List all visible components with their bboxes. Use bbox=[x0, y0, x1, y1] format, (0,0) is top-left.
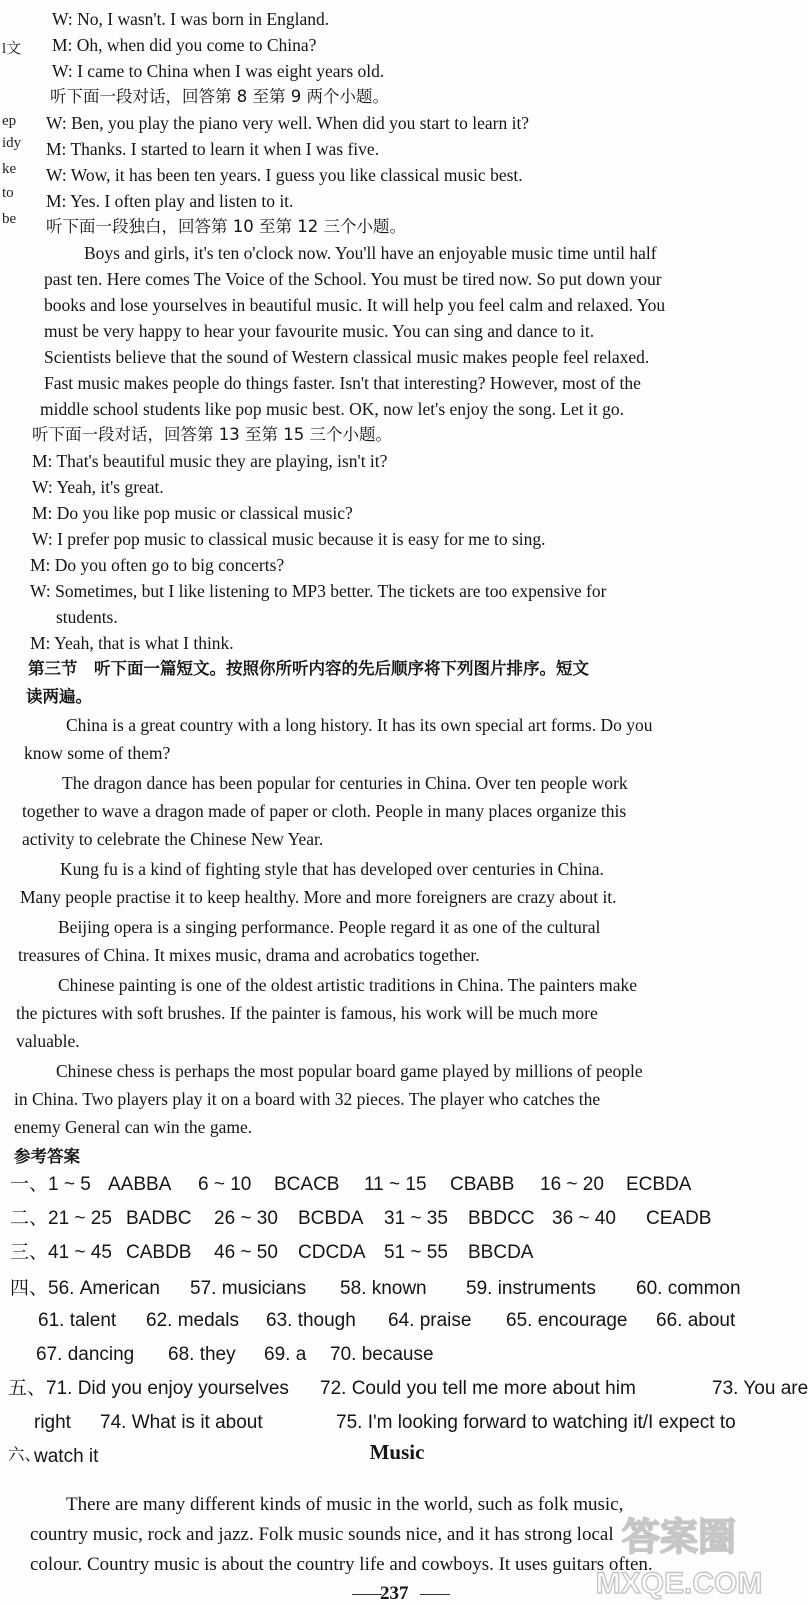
text-line: know some of them? bbox=[24, 743, 171, 763]
answer-item: 59. instruments bbox=[466, 1278, 596, 1299]
answer-item: 36 ~ 40 bbox=[552, 1208, 616, 1229]
answer-item: CABDB bbox=[126, 1242, 192, 1263]
answer-item: CEADB bbox=[646, 1208, 712, 1229]
answer-item: 69. a bbox=[264, 1344, 307, 1365]
answer-row bbox=[10, 1238, 552, 1268]
answer-item: 一、1 ~ 5 bbox=[10, 1174, 91, 1195]
answer-item: BBDCC bbox=[468, 1208, 535, 1229]
text-line: treasures of China. It mixes music, drama and acrobatics together. bbox=[18, 945, 480, 965]
text-line: M: Do you like pop music or classical music? bbox=[32, 503, 353, 523]
answer-row bbox=[10, 1204, 726, 1234]
answer-item: 6 ~ 10 bbox=[198, 1174, 252, 1195]
answer-item: 五、71. Did you enjoy yourselves bbox=[8, 1378, 289, 1399]
answer-item: BADBC bbox=[126, 1208, 192, 1229]
answer-row bbox=[10, 1274, 746, 1304]
text-line: China is a great country with a long history. It has its own special art forms. Do you bbox=[66, 715, 653, 735]
answer-item: 58. known bbox=[340, 1278, 427, 1299]
text-line: Fast music makes people do things faster. Isn't that interesting? However, most of the bbox=[44, 373, 641, 393]
text-line: W: Wow, it has been ten years. I guess you like classical music best. bbox=[46, 165, 523, 185]
text-line: M: That's beautiful music they are playing, isn't it? bbox=[32, 451, 388, 471]
answer-item: 16 ~ 20 bbox=[540, 1174, 604, 1195]
answer-item: 11 ~ 15 bbox=[364, 1174, 427, 1195]
essay-line: colour. Country music is about the country life and cowboys. It uses guitars often. bbox=[30, 1554, 653, 1575]
footer-rule-right bbox=[420, 1594, 450, 1595]
answer-item: 二、21 ~ 25 bbox=[10, 1208, 112, 1229]
margin-fragment: ke bbox=[2, 161, 17, 177]
answer-item: CDCDA bbox=[298, 1242, 366, 1263]
answer-item: 64. praise bbox=[388, 1310, 472, 1331]
margin-fragment: to bbox=[2, 185, 14, 201]
footer-rule-left bbox=[352, 1594, 382, 1595]
answer-item: 74. What is it about bbox=[100, 1412, 263, 1433]
text-line: W: Ben, you play the piano very well. When did you start to learn it? bbox=[46, 113, 530, 133]
answer-item: 四、56. American bbox=[10, 1278, 160, 1299]
text-line: enemy General can win the game. bbox=[14, 1117, 253, 1137]
margin-fragment: ep bbox=[2, 113, 17, 129]
answer-item: BBCDA bbox=[468, 1242, 534, 1263]
text-line: The dragon dance has been popular for centuries in China. Over ten people work bbox=[62, 773, 628, 793]
text-line: Many people practise it to keep healthy. More and more foreigners are crazy about it. bbox=[20, 887, 617, 907]
watermark-top-text: 答案圈 bbox=[621, 1515, 737, 1559]
page-number: 237 bbox=[380, 1583, 409, 1604]
watermark-logo bbox=[574, 1505, 784, 1600]
text-line: Kung fu is a kind of fighting style that has developed over centuries in China. bbox=[60, 859, 604, 879]
answer-row bbox=[10, 1170, 706, 1200]
text-line: Beijing opera is a singing performance. People regard it as one of the cultural bbox=[58, 917, 601, 937]
answer-item: 66. about bbox=[656, 1310, 736, 1331]
section-heading: 第三节 听下面一篇短文。按照你所听内容的先后顺序将下列图片排序。短文 bbox=[28, 659, 589, 678]
answer-item: BCACB bbox=[274, 1174, 340, 1195]
text-line: Scientists believe that the sound of Western classical music makes people feel relaxed. bbox=[44, 347, 650, 367]
margin-fragment: be bbox=[2, 211, 17, 227]
text-line: books and lose yourselves in beautiful music. It will help you feel calm and relaxed. You bbox=[44, 295, 666, 315]
section-six-label: 六、 bbox=[8, 1445, 41, 1464]
answer-item: CBABB bbox=[450, 1174, 515, 1195]
answer-item: 51 ~ 55 bbox=[384, 1242, 448, 1263]
section-heading: 听下面一段对话，回答第 8 至第 9 两个小题。 bbox=[50, 87, 389, 106]
watermark-bottom-text: MXQE.COM bbox=[595, 1567, 763, 1600]
margin-fragment: idy bbox=[2, 135, 22, 151]
text-line: W: No, I wasn't. I was born in England. bbox=[52, 9, 330, 29]
text-line: in China. Two players play it on a board with 32 pieces. The player who catches the bbox=[14, 1089, 601, 1109]
section-heading: 听下面一段独白，回答第 10 至第 12 三个小题。 bbox=[46, 217, 406, 236]
text-line: M: Oh, when did you come to China? bbox=[52, 35, 317, 55]
answer-item: 73. You are bbox=[712, 1378, 808, 1399]
text-line: students. bbox=[56, 607, 118, 627]
text-line: middle school students like pop music best. OK, now let's enjoy the song. Let it go. bbox=[40, 399, 624, 419]
text-line: M: Yes. I often play and listen to it. bbox=[46, 191, 294, 211]
text-line: must be very happy to hear your favourite music. You can sing and dance to it. bbox=[44, 321, 595, 341]
answer-item: 三、41 ~ 45 bbox=[10, 1242, 112, 1263]
text-line: M: Thanks. I started to learn it when I was five. bbox=[46, 139, 380, 159]
answer-item: 75. I'm looking forward to watching it/I expect to bbox=[336, 1412, 736, 1433]
text-line: Boys and girls, it's ten o'clock now. You'll have an enjoyable music time until half bbox=[84, 243, 657, 263]
answer-item: BCBDA bbox=[298, 1208, 364, 1229]
text-line: M: Yeah, that is what I think. bbox=[30, 633, 234, 653]
answer-item: 63. though bbox=[266, 1310, 356, 1331]
answer-row bbox=[36, 1340, 450, 1370]
answer-item: right bbox=[34, 1412, 71, 1433]
answer-row bbox=[34, 1408, 796, 1438]
answer-item: 60. common bbox=[636, 1278, 741, 1299]
answer-item: 72. Could you tell me more about him bbox=[320, 1378, 636, 1399]
essay-line: There are many different kinds of music in the world, such as folk music, bbox=[66, 1494, 624, 1515]
essay-line: country music, rock and jazz. Folk music sounds nice, and it has strong local bbox=[30, 1524, 614, 1545]
text-line: W: Sometimes, but I like listening to MP3 better. The tickets are too expensive for bbox=[30, 581, 607, 601]
answer-item: 61. talent bbox=[38, 1310, 117, 1331]
text-line: W: Yeah, it's great. bbox=[32, 477, 164, 497]
text-line: valuable. bbox=[16, 1031, 80, 1051]
answer-row bbox=[38, 1306, 746, 1336]
answer-item: 62. medals bbox=[146, 1310, 239, 1331]
text-line: Chinese chess is perhaps the most popular board game played by millions of people bbox=[56, 1061, 643, 1081]
answer-row bbox=[8, 1374, 808, 1404]
text-line: M: Do you often go to big concerts? bbox=[30, 555, 285, 575]
text-line: W: I prefer pop music to classical music because it is easy for me to sing. bbox=[32, 529, 546, 549]
answer-item: 65. encourage bbox=[506, 1310, 628, 1331]
text-line: W: I came to China when I was eight years old. bbox=[52, 61, 385, 81]
answer-item: 46 ~ 50 bbox=[214, 1242, 278, 1263]
section-heading: 读两遍。 bbox=[26, 687, 92, 706]
margin-fragment: l文 bbox=[2, 41, 22, 57]
text-line: together to wave a dragon made of paper or cloth. People in many places organize this bbox=[22, 801, 627, 821]
essay-title: Music bbox=[369, 1440, 425, 1464]
section-heading: 听下面一段对话，回答第 13 至第 15 三个小题。 bbox=[32, 425, 392, 444]
answer-item: 57. musicians bbox=[190, 1278, 307, 1299]
answer-item: AABBA bbox=[108, 1174, 172, 1195]
answer-item: 31 ~ 35 bbox=[384, 1208, 448, 1229]
answer-item: 26 ~ 30 bbox=[214, 1208, 278, 1229]
answer-item: watch it bbox=[34, 1446, 99, 1467]
answer-item: 70. because bbox=[330, 1344, 434, 1365]
answer-item: 68. they bbox=[168, 1344, 236, 1365]
section-heading: 参考答案 bbox=[14, 1147, 80, 1166]
text-line: the pictures with soft brushes. If the painter is famous, his work will be much more bbox=[16, 1003, 598, 1023]
text-line: activity to celebrate the Chinese New Year. bbox=[22, 829, 324, 849]
text-line: Chinese painting is one of the oldest artistic traditions in China. The painters make bbox=[58, 975, 638, 995]
answer-item: 67. dancing bbox=[36, 1344, 135, 1365]
text-line: past ten. Here comes The Voice of the School. You must be tired now. So put down your bbox=[44, 269, 662, 289]
answer-item: ECBDA bbox=[626, 1174, 692, 1195]
